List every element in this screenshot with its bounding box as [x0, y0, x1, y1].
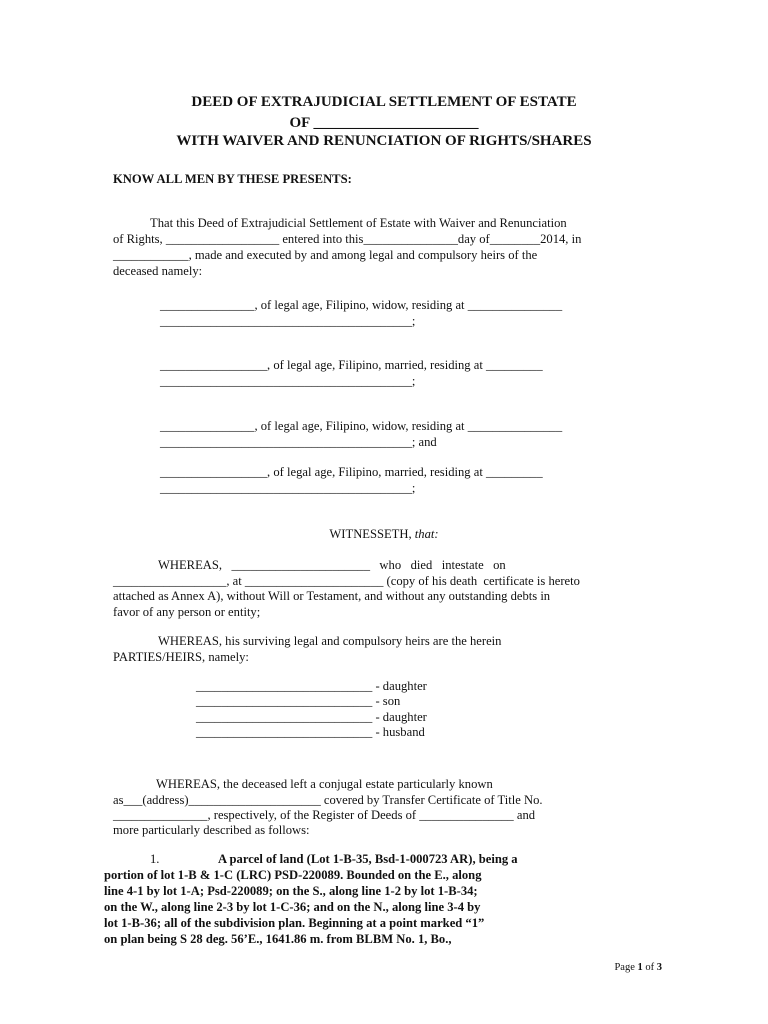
party-4-blank: ____________________________	[196, 725, 373, 739]
party-1-relation: - daughter	[375, 679, 427, 693]
deed-title-line1: DEED OF EXTRAJUDICIAL SETTLEMENT OF ESTATE	[191, 94, 577, 110]
intro-line-2: of Rights, __________________ entered into this_______________day of________2014, in	[113, 232, 582, 246]
footer-prefix: Page	[614, 962, 638, 973]
party-3	[196, 710, 427, 725]
heir-1-line1: _______________, of legal age, Filipino, widow, residing at _______________	[160, 298, 563, 312]
party-2-blank: ____________________________	[196, 694, 373, 708]
party-4	[196, 725, 425, 740]
heir-3-line1: _______________, of legal age, Filipino, widow, residing at _______________	[160, 419, 563, 433]
property-line5: lot 1-B-36; all of the subdivision plan. Beginning at a point marked “1”	[104, 916, 485, 930]
intro-line-1: That this Deed of Extrajudicial Settlement of Estate with Waiver and Renunciation	[150, 216, 567, 230]
whereas3-line2: as___(address)_____________________ covered by Transfer Certificate of Title No.	[113, 793, 543, 807]
property-line1: A parcel of land (Lot 1-B-35, Bsd-1-000723 AR), being a	[218, 852, 518, 866]
preamble: KNOW ALL MEN BY THESE PRESENTS:	[113, 172, 352, 186]
party-2-relation: - son	[375, 694, 401, 708]
footer-total-pages: 3	[656, 962, 662, 973]
heir-2-line2: ________________________________________;	[160, 374, 416, 388]
party-3-blank: ____________________________	[196, 710, 373, 724]
deed-title-line2: OF ______________________	[289, 115, 479, 131]
intro-line-4: deceased namely:	[113, 264, 203, 278]
witnesseth-heading	[0, 527, 768, 542]
page-footer	[614, 962, 662, 973]
witnesseth-prefix: WITNESSETH,	[329, 527, 415, 541]
party-1-blank: ____________________________	[196, 679, 373, 693]
property-line2: portion of lot 1-B & 1-C (LRC) PSD-220089. Bounded on the E., along	[104, 868, 482, 882]
whereas3-line3: _______________, respectively, of the Register of Deeds of _______________ and	[113, 808, 536, 822]
property-number: 1.	[150, 852, 160, 866]
heir-2-line1: _________________, of legal age, Filipino, married, residing at _________	[160, 358, 543, 372]
property-line4: on the W., along line 2-3 by lot 1-C-36; and on the N., along line 3-4 by	[104, 900, 481, 914]
party-3-relation: - daughter	[375, 710, 427, 724]
whereas2-line2: PARTIES/HEIRS, namely:	[113, 650, 249, 664]
whereas1-line1: WHEREAS, ______________________ who died intestate on	[158, 558, 506, 572]
witnesseth-that: that:	[414, 527, 439, 541]
footer-current-page: 1	[637, 962, 643, 973]
heir-3-line2: ________________________________________; and	[160, 435, 437, 449]
intro-line-3: ____________, made and executed by and among legal and compulsory heirs of the	[113, 248, 538, 262]
whereas1-line2: __________________, at ______________________ (copy of his death certificate is hereto	[113, 574, 580, 588]
whereas1-line4: favor of any person or entity;	[113, 605, 261, 619]
heir-1-line2: ________________________________________;	[160, 314, 416, 328]
footer-sep: of	[642, 962, 657, 973]
party-2	[196, 694, 400, 709]
whereas2-line1: WHEREAS, his surviving legal and compulsory heirs are the herein	[158, 634, 502, 648]
deed-title-line3: WITH WAIVER AND RENUNCIATION OF RIGHTS/SHARES	[176, 133, 592, 149]
party-4-relation: - husband	[375, 725, 425, 739]
whereas1-line3: attached as Annex A), without Will or Testament, and without any outstanding debts in	[113, 589, 551, 603]
property-line6: on plan being S 28 deg. 56’E., 1641.86 m. from BLBM No. 1, Bo.,	[104, 932, 452, 946]
whereas3-line4: more particularly described as follows:	[113, 823, 310, 837]
party-1	[196, 679, 427, 694]
property-line3: line 4-1 by lot 1-A; Psd-220089; on the S., along line 1-2 by lot 1-B-34;	[104, 884, 478, 898]
heir-4-line2: ________________________________________;	[160, 481, 416, 495]
whereas3-line1: WHEREAS, the deceased left a conjugal estate particularly known	[156, 777, 493, 791]
heir-4-line1: _________________, of legal age, Filipino, married, residing at _________	[160, 465, 543, 479]
